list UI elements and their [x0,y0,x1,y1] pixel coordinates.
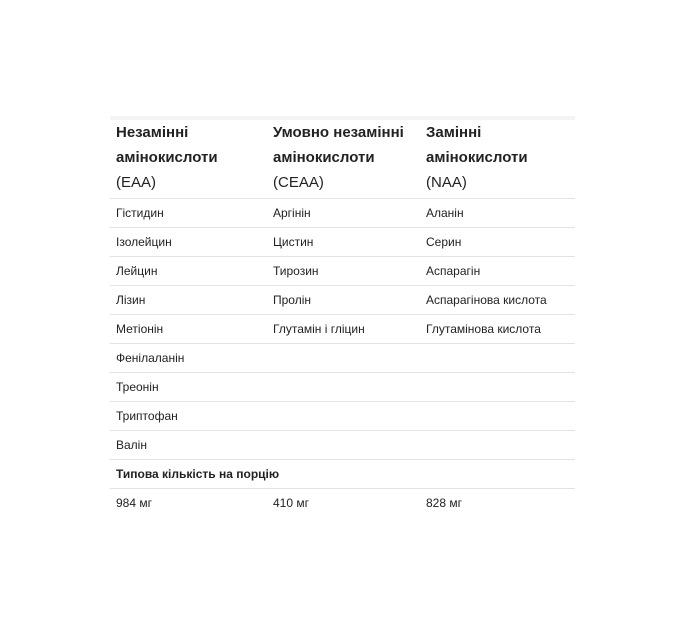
table-row [110,228,575,257]
header-conditional-label: Умовно незамінні амінокислоти [273,124,404,166]
essential-cell: Метіонін [110,315,267,344]
serving-summary-label: Типова кількість на порцію [110,460,575,489]
table-row [110,344,575,373]
amino-acid-table [110,116,575,518]
nonessential-cell [420,344,575,373]
conditional-cell: Тирозин [267,257,420,286]
header-conditional-abbr: (CEAA) [273,174,324,191]
conditional-cell [267,373,420,402]
conditional-cell [267,431,420,460]
essential-cell: Лейцин [110,257,267,286]
table-row [110,286,575,315]
nonessential-cell: Аспарагін [420,257,575,286]
header-essential [110,116,267,199]
header-nonessential [420,116,575,199]
header-conditional [267,116,420,199]
table-row [110,315,575,344]
table-row [110,431,575,460]
essential-cell: Фенілаланін [110,344,267,373]
nonessential-cell: Аспарагінова кислота [420,286,575,315]
nonessential-cell: Аланін [420,199,575,228]
conditional-cell: Аргінін [267,199,420,228]
conditional-cell: Цистин [267,228,420,257]
nonessential-cell: Серин [420,228,575,257]
serving-summary-row [110,460,575,489]
nonessential-cell: Глутамінова кислота [420,315,575,344]
conditional-cell: Глутамін і гліцин [267,315,420,344]
table-row [110,199,575,228]
conditional-cell [267,402,420,431]
nonessential-cell [420,431,575,460]
header-essential-abbr: (EAA) [116,174,157,191]
nonessential-cell [420,373,575,402]
essential-cell: Треонін [110,373,267,402]
essential-cell: Лізин [110,286,267,315]
conditional-cell: Пролін [267,286,420,315]
header-nonessential-label: Замінні амінокислоти [426,124,528,166]
table-row [110,257,575,286]
essential-cell: Триптофан [110,402,267,431]
conditional-amount: 410 мг [273,496,309,511]
serving-amounts-row [110,489,575,518]
table-row [110,373,575,402]
nonessential-amount: 828 мг [426,496,462,511]
table-row [110,402,575,431]
essential-cell: Ізолейцин [110,228,267,257]
essential-amount: 984 мг [116,496,152,511]
table-header-row [110,116,575,199]
conditional-cell [267,344,420,373]
header-nonessential-abbr: (NAA) [426,174,467,191]
essential-cell: Валін [110,431,267,460]
header-essential-label: Незамінні амінокислоти [116,124,218,166]
nonessential-cell [420,402,575,431]
essential-cell: Гістидин [110,199,267,228]
